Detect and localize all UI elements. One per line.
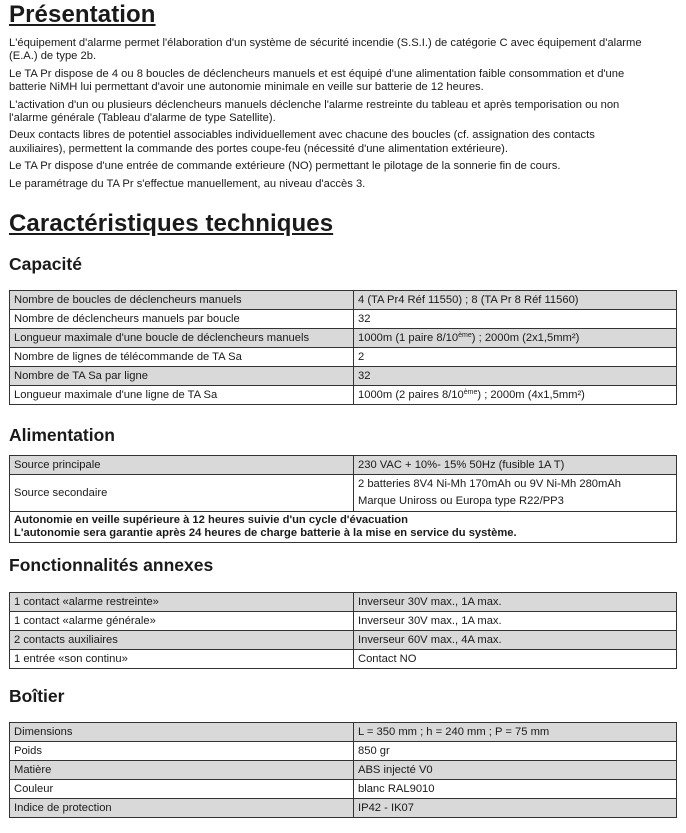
table-row xyxy=(10,593,677,612)
paragraph-3: L'activation d'un ou plusieurs déclencheurs manuels déclenche l'alarme restreinte du tableau et après temporisation ou non l'alarme générale (Tableau d'alarme de type Satellite). xyxy=(9,98,620,124)
table-cell-value: IP42 - IK07 xyxy=(354,799,677,818)
table-cell-label: Source secondaire xyxy=(10,475,354,512)
capacite-table xyxy=(9,290,677,405)
table-row xyxy=(10,761,677,780)
superscript: ème xyxy=(458,332,472,339)
paragraph-6: Le paramétrage du TA Pr s'effectue manuellement, au niveau d'accès 3. xyxy=(9,177,366,190)
value-part: ) ; 2000m (2x1,5mm²) xyxy=(471,332,580,344)
table-cell-label: Source principale xyxy=(10,456,354,475)
value-line: 2 batteries 8V4 Ni-Mh 170mAh ou 9V Ni-Mh 280mAh xyxy=(358,478,622,490)
value-part: 1000m (2 paires 8/10 xyxy=(358,389,464,401)
table-cell-label: Matière xyxy=(10,761,354,780)
table-row xyxy=(10,310,677,329)
table-cell-label: Nombre de déclencheurs manuels par boucle xyxy=(10,310,354,329)
value-line: Marque Uniross ou Europa type R22/PP3 xyxy=(358,495,564,507)
table-cell-label: Dimensions xyxy=(10,723,354,742)
table-cell-label: 1 entrée «son continu» xyxy=(10,650,354,669)
table-row xyxy=(10,329,677,348)
table-cell-label: Poids xyxy=(10,742,354,761)
fonctionnalites-table xyxy=(9,592,677,669)
table-cell-label: Nombre de boucles de déclencheurs manuels xyxy=(10,291,354,310)
table-row xyxy=(10,799,677,818)
table-cell-value: blanc RAL9010 xyxy=(354,780,677,799)
value-part: ) ; 2000m (4x1,5mm²) xyxy=(477,389,585,401)
table-cell-value: 850 gr xyxy=(354,742,677,761)
table-cell-label: Longueur maximale d'une ligne de TA Sa xyxy=(10,386,354,405)
table-row xyxy=(10,512,677,543)
specs-title: Caractéristiques techniques xyxy=(9,210,334,237)
table-row xyxy=(10,348,677,367)
note-line: Autonomie en veille supérieure à 12 heures suivie d'un cycle d'évacuation xyxy=(14,513,408,526)
presentation-title: Présentation xyxy=(9,1,156,28)
boitier-heading: Boîtier xyxy=(9,686,65,706)
autonomie-note xyxy=(10,512,677,543)
table-cell-label: Couleur xyxy=(10,780,354,799)
table-row xyxy=(10,631,677,650)
table-cell-value: Contact NO xyxy=(354,650,677,669)
table-cell-label: Nombre de lignes de télécommande de TA Sa xyxy=(10,348,354,367)
table-cell-label: Nombre de TA Sa par ligne xyxy=(10,367,354,386)
table-row xyxy=(10,291,677,310)
fonctionnalites-heading: Fonctionnalités annexes xyxy=(9,555,214,575)
table-cell-value: Inverseur 30V max., 1A max. xyxy=(354,612,677,631)
table-cell-value: 4 (TA Pr4 Réf 11550) ; 8 (TA Pr 8 Réf 11560) xyxy=(354,291,677,310)
table-cell-label: Longueur maximale d'une boucle de déclencheurs manuels xyxy=(10,329,354,348)
table-cell-value: Inverseur 60V max., 4A max. xyxy=(354,631,677,650)
alimentation-heading: Alimentation xyxy=(9,425,115,445)
value-part: 1000m (1 paire 8/10 xyxy=(358,332,459,344)
table-cell-label: Indice de protection xyxy=(10,799,354,818)
table-cell-label: 1 contact «alarme restreinte» xyxy=(10,593,354,612)
note-line: L'autonomie sera garantie après 24 heures de charge batterie à la mise en service du système. xyxy=(14,527,517,539)
paragraph-4: Deux contacts libres de potentiel associables individuellement avec chacune des boucles (cf. assignation des contacts auxiliaires), permettent la commande des portes coupe-feu (nécessité d'une alimentation extérieure). xyxy=(9,129,595,155)
table-row xyxy=(10,456,677,475)
capacite-heading: Capacité xyxy=(9,254,82,274)
table-row xyxy=(10,612,677,631)
table-cell-value: 32 xyxy=(354,310,677,329)
table-cell-value xyxy=(354,329,677,348)
table-row xyxy=(10,780,677,799)
boitier-table xyxy=(9,722,677,818)
table-row xyxy=(10,367,677,386)
table-cell-value: ABS injecté V0 xyxy=(354,761,677,780)
table-cell-value: 230 VAC + 10%- 15% 50Hz (fusible 1A T) xyxy=(354,456,677,475)
table-cell-value xyxy=(354,386,677,405)
presentation-paragraphs xyxy=(9,37,649,195)
table-cell-label: 2 contacts auxiliaires xyxy=(10,631,354,650)
table-row xyxy=(10,742,677,761)
table-row xyxy=(10,723,677,742)
table-row xyxy=(10,650,677,669)
paragraph-2: Le TA Pr dispose de 4 ou 8 boucles de déclencheurs manuels et est équipé d'une alimentation faible consommation et d'une batterie NiMH lui permettant d'avoir une autonomie minimale en veille sur batterie de 12 heures. xyxy=(9,67,625,94)
table-cell-value: 32 xyxy=(354,367,677,386)
paragraph-1: L'équipement d'alarme permet l'élaboration d'un système de sécurité incendie (S.S.I.) de catégorie C avec équipement d'alarme (E.A.) de type 2b. xyxy=(9,37,642,63)
table-cell-value: Inverseur 30V max., 1A max. xyxy=(354,593,677,612)
table-cell-label: 1 contact «alarme générale» xyxy=(10,612,354,631)
paragraph-5: Le TA Pr dispose d'une entrée de commande extérieure (NO) permettant le pilotage de la sonnerie fin de cours. xyxy=(9,160,561,173)
table-cell-value: 2 xyxy=(354,348,677,367)
alimentation-table xyxy=(9,455,677,543)
table-row xyxy=(10,475,677,512)
table-cell-value: L = 350 mm ; h = 240 mm ; P = 75 mm xyxy=(354,723,677,742)
table-row xyxy=(10,386,677,405)
table-cell-value xyxy=(354,475,677,512)
superscript: ème xyxy=(463,389,478,396)
